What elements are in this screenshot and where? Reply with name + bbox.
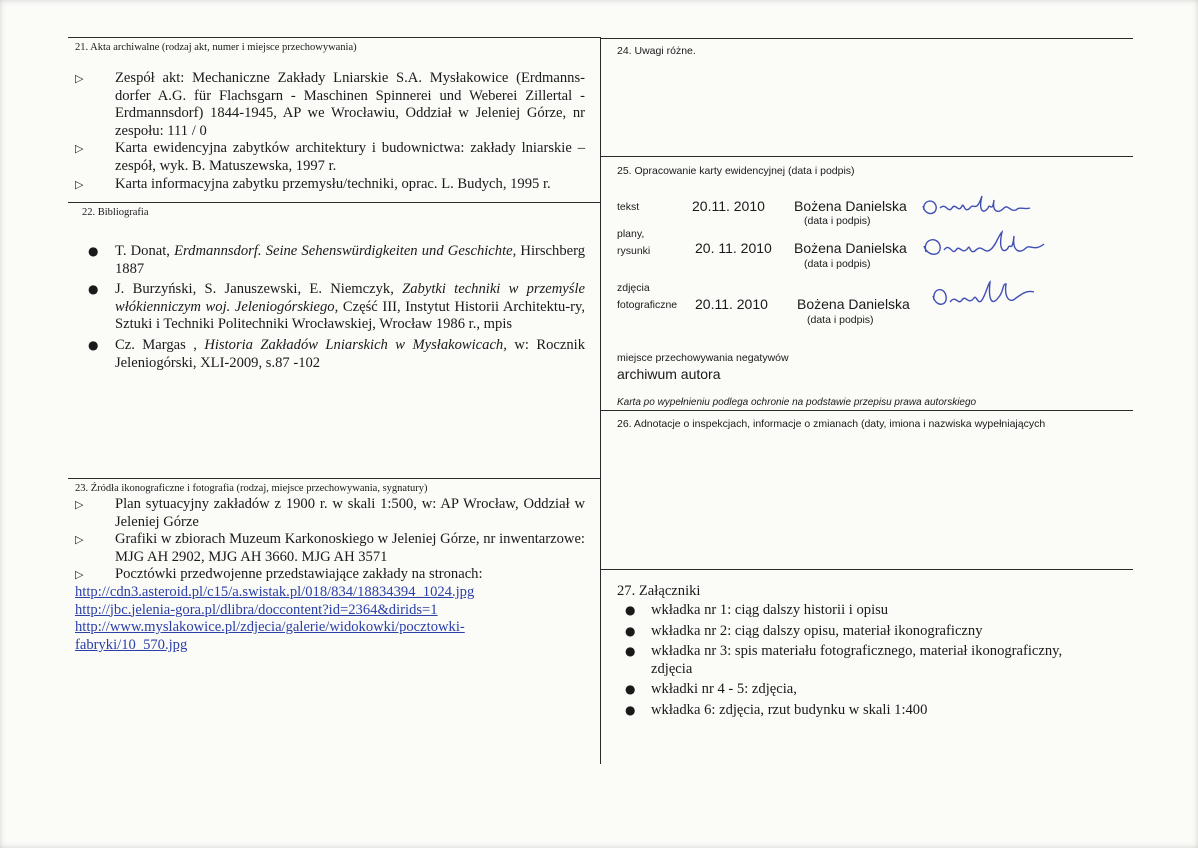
triangle-bullet-icon: ▷ — [75, 533, 84, 547]
divider-21-22 — [68, 202, 600, 203]
row-sub: (data i podpis) — [804, 258, 871, 270]
row-label: plany, — [617, 228, 645, 240]
row-name: Bożena Danielska — [794, 198, 907, 214]
bibliography-entry: ● T. Donat, Erdmannsdorf. Seine Sehenswürdigkeiten und Geschichte, Hirschberg 1887 — [88, 243, 585, 277]
archival-entry: ▷ Zespół akt: Mechaniczne Zakłady Lniarskie S.A. Mysłakowice (Erdmanns-dorfer A.G. für Flachsgarn - Maschinen Spinnerei und Weberei Zillertal - Erdmannsdorf) 1844-1945, AP we Wrocławiu, Oddział w Jeleniej Górze, nr zespołu: 111 / 0 — [75, 70, 585, 139]
triangle-bullet-icon: ▷ — [75, 568, 84, 582]
row-name: Bożena Danielska — [797, 296, 910, 312]
bullet-icon: ● — [625, 623, 636, 638]
handwritten-signature — [922, 230, 1052, 262]
triangle-bullet-icon: ▷ — [75, 72, 84, 85]
row-date: 20.11. 2010 — [692, 198, 765, 214]
postcard-link-3[interactable]: http://www.myslakowice.pl/zdjecia/galerie/widokowki/pocztowki- — [75, 619, 465, 636]
row-sub: (data i podpis) — [804, 215, 871, 227]
link-list — [75, 584, 585, 654]
copyright-note: Karta po wypełnieniu podlega ochronie na podstawie przepisu prawa autorskiego — [617, 397, 977, 408]
bullet-icon: ● — [88, 337, 99, 352]
divider-top-right — [601, 38, 1133, 39]
divider-middle — [600, 37, 601, 764]
row-date: 20. 11. 2010 — [695, 240, 772, 256]
divider-22-23 — [68, 478, 600, 479]
postcard-link-2[interactable]: http://jbc.jelenia-gora.pl/dlibra/doccontent?id=2364&dirids=1 — [75, 601, 438, 618]
archival-list — [75, 70, 585, 193]
handwritten-signature — [930, 280, 1050, 312]
iconographic-list — [75, 496, 585, 654]
attachment-item: ● wkładka nr 2: ciąg dalszy opisu, materiał ikonograficzny — [625, 622, 983, 639]
triangle-bullet-icon: ▷ — [75, 142, 84, 156]
negatives-label: miejsce przechowywania negatywów — [617, 352, 789, 364]
bullet-icon: ● — [625, 702, 636, 717]
row-date: 20.11. 2010 — [695, 296, 768, 312]
handwritten-signature — [920, 192, 1040, 222]
signature-row-photos — [617, 278, 1117, 328]
iconographic-entry: ▷ Grafiki w zbiorach Muzeum Karkonoskiego w Jeleniej Górze, nr inwentarzowe: MJG AH 2902, MJG AH 3660. MJG AH 3571 — [75, 531, 585, 565]
archival-entry: ▷ Karta informacyjna zabytku przemysłu/techniki, oprac. L. Budych, 1995 r. — [75, 175, 551, 192]
attachment-item: ● wkładka 6: zdjęcia, rzut budynku w skali 1:400 — [625, 701, 928, 718]
row-name: Bożena Danielska — [794, 240, 907, 256]
archival-title: 21. Akta archiwalne (rodzaj akt, numer i miejsce przechowywania) — [75, 42, 357, 53]
bibliography-title: 22. Bibliografia — [82, 207, 149, 218]
bibliography-entry: ● Cz. Margas , Historia Zakładów Lniarskich w Mysłakowicach, w: Rocznik Jeleniogórski, XLI-2009, s.87 -102 — [88, 336, 585, 371]
bullet-icon: ● — [625, 644, 636, 659]
attachments-title: 27. Załączniki — [617, 583, 701, 599]
signature-row-plans — [617, 226, 1117, 274]
iconographic-entry: ▷ Plan sytuacyjny zakładów z 1900 r. w skali 1:500, w: AP Wrocław, Oddział w Jeleniej Górze — [75, 496, 585, 530]
postcard-link-1[interactable]: http://cdn3.asteroid.pl/c15/a.swistak.pl/018/834/18834394_1024.jpg — [75, 583, 475, 600]
bullet-icon: ● — [88, 282, 99, 297]
postcard-link-3-cont[interactable]: fabryki/10_570.jpg — [75, 636, 188, 653]
inspections-title: 26. Adnotacje o inspekcjach, informacje o zmianach (daty, imiona i nazwiska wypełniających — [617, 418, 1046, 430]
archival-entry: ▷ Karta ewidencyjna zabytków architektury i budownictwa: zakłady lniarskie – zespół, wyk. B. Matuszewska, 1997 r. — [75, 140, 585, 174]
bullet-icon: ● — [88, 244, 99, 258]
row-label: tekst — [617, 201, 640, 213]
bullet-icon: ● — [625, 603, 636, 617]
attachment-item: ● wkładka nr 3: spis materiału fotograficznego, materiał ikonograficzny, zdjęcia — [625, 643, 1063, 677]
remarks-title: 24. Uwagi różne. — [617, 45, 696, 57]
row-sub: (data i podpis) — [807, 314, 874, 326]
bibliography-list — [75, 243, 585, 375]
row-label-2: fotograficzne — [617, 299, 678, 311]
attachment-item: ● wkładki nr 4 - 5: zdjęcia, — [625, 681, 797, 698]
triangle-bullet-icon: ▷ — [75, 498, 84, 511]
bibliography-entry: ● J. Burzyński, S. Januszewski, E. Niemczyk, Zabytki techniki w przemyśle włókienniczym woj. Jeleniogórskiego, Część III, Instytut Historii Architektu-ry, Sztuki i Techniki Politechniki Wrocławskiej, Wrocław 1986 r., mpis — [88, 281, 585, 333]
negatives-value: archiwum autora — [617, 366, 721, 382]
divider-25-26 — [601, 410, 1133, 411]
attachments-list — [603, 602, 1093, 723]
divider-26-27 — [601, 569, 1133, 570]
triangle-bullet-icon: ▷ — [75, 177, 84, 191]
bullet-icon: ● — [625, 682, 636, 697]
row-label-2: rysunki — [617, 245, 651, 257]
iconographic-entry: ▷ Pocztówki przedwojenne przedstawiające zakłady na stronach: — [75, 566, 483, 583]
divider-top-left — [68, 37, 600, 38]
attachment-item: ● wkładka nr 1: ciąg dalszy historii i opisu — [625, 602, 889, 618]
preparation-title: 25. Opracowanie karty ewidencyjnej (data i podpis) — [617, 165, 855, 177]
iconographic-title: 23. Źródła ikonograficzne i fotografia (rodzaj, miejsce przechowywania, sygnatury) — [75, 483, 428, 494]
divider-24-25 — [601, 156, 1133, 157]
row-label: zdjęcia — [617, 282, 650, 294]
